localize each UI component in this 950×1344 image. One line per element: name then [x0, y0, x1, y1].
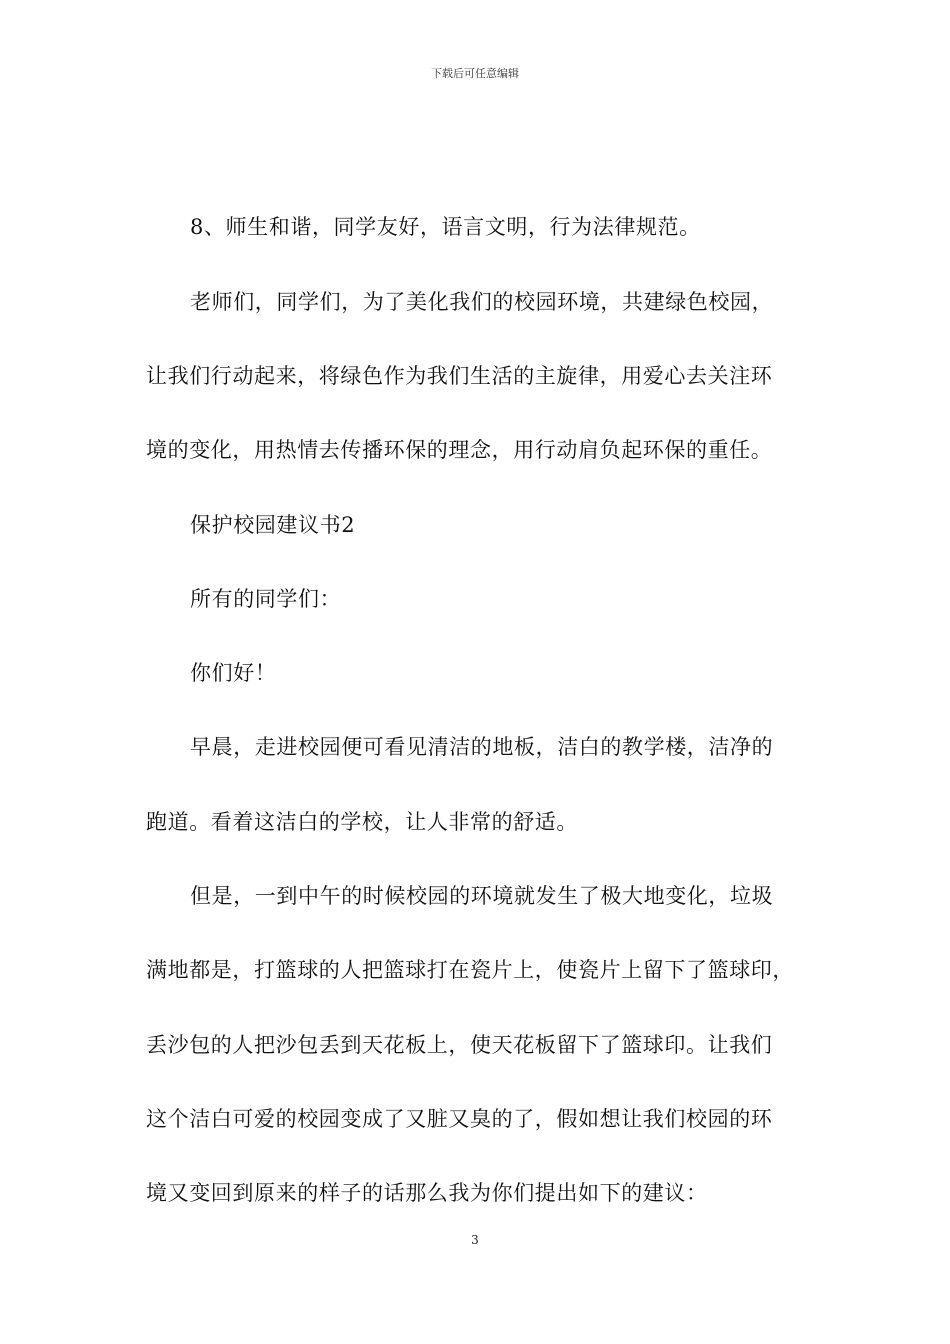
page-number: 3	[471, 1233, 479, 1247]
paragraph-line: 跑道。看着这洁白的学校，让人非常的舒适。	[146, 810, 578, 834]
paragraph-line: 老师们，同学们，为了美化我们的校园环境，共建绿色校园，	[190, 290, 774, 314]
paragraph-line: 但是，一到中午的时候校园的环境就发生了极大地变化，垃圾	[190, 884, 774, 908]
paragraph-line: 满地都是，打篮球的人把篮球打在瓷片上，使瓷片上留下了篮球印，	[146, 958, 794, 982]
paragraph-line: 8、师生和谐，同学友好，语言文明，行为法律规范。	[190, 215, 701, 239]
paragraph-line: 这个洁白可爱的校园变成了又脏又臭的了，假如想让我们校园的环	[146, 1107, 773, 1131]
page-header: 下载后可任意编辑	[431, 67, 519, 80]
paragraph-line: 早晨，走进校园便可看见清洁的地板，洁白的教学楼，洁净的	[190, 735, 774, 759]
paragraph-line: 境又变回到原来的样子的话那么我为你们提出如下的建议：	[146, 1181, 708, 1205]
salutation: 所有的同学们：	[190, 587, 342, 611]
greeting: 你们好！	[190, 661, 277, 685]
paragraph-line: 丢沙包的人把沙包丢到天花板上，使天花板留下了篮球印。让我们	[146, 1033, 773, 1057]
paragraph-line: 让我们行动起来，将绿色作为我们生活的主旋律，用爱心去关注环	[146, 364, 773, 388]
section-title: 保护校园建议书2	[190, 513, 356, 537]
paragraph-line: 境的变化，用热情去传播环保的理念，用行动肩负起环保的重任。	[146, 438, 773, 462]
